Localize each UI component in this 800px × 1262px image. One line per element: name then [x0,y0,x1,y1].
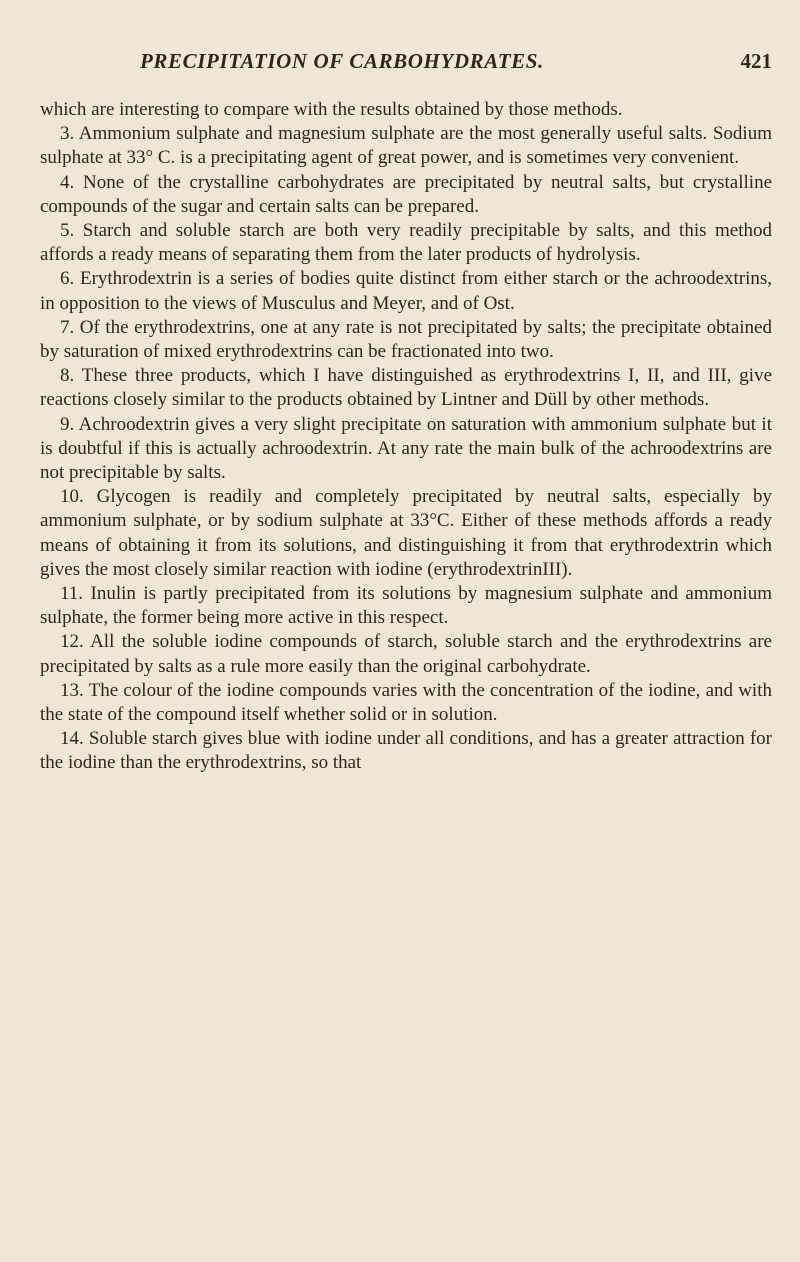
paragraph-8: 8. These three products, which I have distinguished as erythrodextrins I, II, and III, give reactions closely similar to the products obtained by Lintner and Düll by other methods. [40,365,772,411]
paragraph-9: 9. Achroodextrin gives a very slight precipitate on saturation with ammonium sulphate but it is doubtful if this is actually achroodextrin. At any rate the main bulk of the achroodextrins are not precipitable by salts. [40,413,772,484]
paragraph-14: 14. Soluble starch gives blue with iodine under all conditions, and has a greater attraction for the iodine than the erythrodextrins, so that [40,728,772,774]
running-header [140,49,772,79]
body-text [40,98,772,776]
paragraph-7: 7. Of the erythrodextrins, one at any rate is not precipitated by salts; the precipitate obtained by saturation of mixed erythrodextrins can be fractionated into two. [40,316,772,363]
paragraph-4: 4. None of the crystalline carbohydrates are precipitated by neutral salts, but crystalline compounds of the sugar and certain salts can be prepared. [40,171,772,217]
page-number: 421 [740,49,772,73]
paragraph-12: 12. All the soluble iodine compounds of starch, soluble starch and the erythrodextrins are precipitated by salts as a rule more easily than the original carbohydrate. [40,631,772,677]
paragraph-11: 11. Inulin is partly precipitated from its solutions by magnesium sulphate and ammonium sulphate, the former being more active in this respect. [40,583,772,629]
paragraph-10: 10. Glycogen is readily and completely precipitated by neutral salts, especially by ammonium sulphate, or by sodium sulphate at 33°C. Either of these methods affords a ready means of obtaining it from its solutions, and distinguishing it from that erythrodextrin which gives the most closely similar reaction with iodine (erythrodextrinIII). [40,486,772,580]
paragraph-6: 6. Erythrodextrin is a series of bodies quite distinct from either starch or the achroodextrins, in opposition to the views of Musculus and Meyer, and of Ost. [40,268,772,314]
running-title: PRECIPITATION OF CARBOHYDRATES. [140,49,544,73]
paragraph-13: 13. The colour of the iodine compounds varies with the concentration of the iodine, and with the state of the compound itself whether solid or in solution. [40,679,772,726]
paragraph-3: 3. Ammonium sulphate and magnesium sulphate are the most generally useful salts. Sodium sulphate at 33° C. is a precipitating agent of great power, and is sometimes very convenient. [40,123,772,169]
paragraph-5: 5. Starch and soluble starch are both very readily precipitable by salts, and this method affords a ready means of separating them from the later products of hydrolysis. [40,220,772,266]
continuation-paragraph: which are interesting to compare with the results obtained by those methods. [40,99,623,120]
